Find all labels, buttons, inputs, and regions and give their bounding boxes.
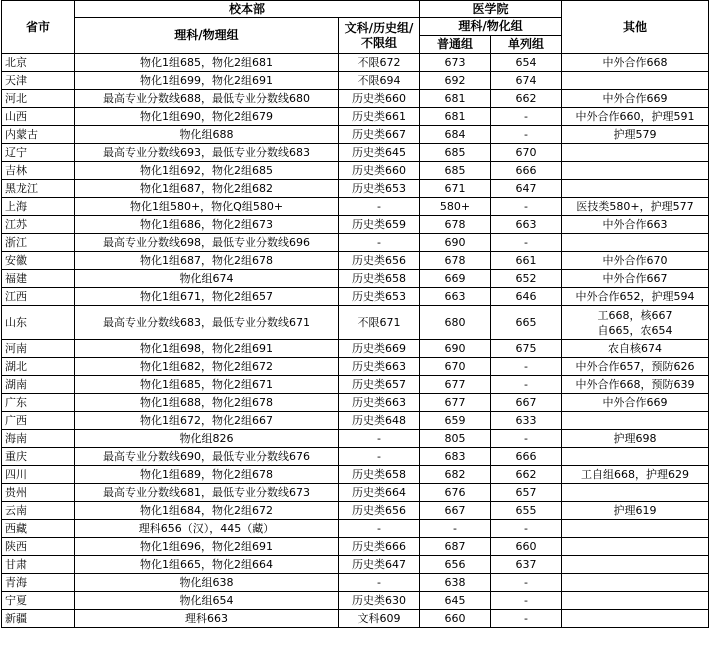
cell-med-regular: 678 — [420, 252, 491, 270]
cell-med-regular: 682 — [420, 466, 491, 484]
cell-other: 中外合作670 — [562, 252, 709, 270]
cell-science-physics: 物化1组685，物化2组681 — [75, 54, 339, 72]
cell-liberal-history: 历史类667 — [339, 126, 420, 144]
cell-science-physics: 物化1组580+，物化Q组580+ — [75, 198, 339, 216]
cell-science-physics: 最高专业分数线693，最低专业分数线683 — [75, 144, 339, 162]
cell-province: 山东 — [2, 306, 75, 340]
cell-med-separate: 663 — [491, 216, 562, 234]
cell-med-separate: - — [491, 520, 562, 538]
cell-province: 西藏 — [2, 520, 75, 538]
cell-med-separate: 662 — [491, 466, 562, 484]
cell-liberal-history: 历史类648 — [339, 412, 420, 430]
cell-science-physics: 物化组826 — [75, 430, 339, 448]
cell-province: 浙江 — [2, 234, 75, 252]
cell-province: 广东 — [2, 394, 75, 412]
cell-other: 中外合作668 — [562, 54, 709, 72]
cell-other: 护理579 — [562, 126, 709, 144]
cell-science-physics: 最高专业分数线681，最低专业分数线673 — [75, 484, 339, 502]
cell-other — [562, 144, 709, 162]
table-row — [2, 72, 709, 90]
cell-science-physics: 物化组688 — [75, 126, 339, 144]
cell-liberal-history: 不限694 — [339, 72, 420, 90]
cell-other: 中外合作669 — [562, 394, 709, 412]
cell-liberal-history: 不限671 — [339, 306, 420, 340]
cell-province: 广西 — [2, 412, 75, 430]
cell-med-regular: 684 — [420, 126, 491, 144]
cell-other: 护理698 — [562, 430, 709, 448]
cell-science-physics: 物化组654 — [75, 592, 339, 610]
table-row — [2, 180, 709, 198]
cell-other — [562, 556, 709, 574]
cell-other — [562, 520, 709, 538]
cell-liberal-history: 历史类630 — [339, 592, 420, 610]
cell-province: 上海 — [2, 198, 75, 216]
cell-science-physics: 物化1组684，物化2组672 — [75, 502, 339, 520]
header-science-physics: 理科/物理组 — [75, 18, 339, 54]
cell-other — [562, 162, 709, 180]
cell-science-physics: 物化1组689，物化2组678 — [75, 466, 339, 484]
cell-liberal-history: 历史类653 — [339, 288, 420, 306]
header-province: 省市 — [2, 1, 75, 54]
cell-med-separate: 665 — [491, 306, 562, 340]
table-row — [2, 108, 709, 126]
table-row — [2, 394, 709, 412]
cell-other — [562, 412, 709, 430]
cell-science-physics: 理科663 — [75, 610, 339, 628]
cell-province: 辽宁 — [2, 144, 75, 162]
cell-med-separate: - — [491, 574, 562, 592]
table-row — [2, 216, 709, 234]
cell-science-physics: 物化组674 — [75, 270, 339, 288]
cell-liberal-history: 历史类663 — [339, 394, 420, 412]
cell-other — [562, 180, 709, 198]
cell-province: 贵州 — [2, 484, 75, 502]
cell-liberal-history: - — [339, 430, 420, 448]
cell-med-separate: 674 — [491, 72, 562, 90]
table-row — [2, 126, 709, 144]
table-row — [2, 358, 709, 376]
cell-med-separate: 633 — [491, 412, 562, 430]
table-row — [2, 306, 709, 340]
cell-other — [562, 72, 709, 90]
cell-liberal-history: 历史类659 — [339, 216, 420, 234]
cell-liberal-history: 历史类657 — [339, 376, 420, 394]
cell-liberal-history: 历史类669 — [339, 340, 420, 358]
cell-province: 福建 — [2, 270, 75, 288]
cell-med-regular: 656 — [420, 556, 491, 574]
cell-other-line: 自665，农654 — [597, 323, 673, 337]
cell-other-line: 工668，核667 — [597, 308, 673, 322]
cell-med-regular: 663 — [420, 288, 491, 306]
cell-med-regular: 645 — [420, 592, 491, 610]
cell-med-regular: 669 — [420, 270, 491, 288]
cell-province: 江苏 — [2, 216, 75, 234]
cell-med-separate: 675 — [491, 340, 562, 358]
cell-other — [562, 574, 709, 592]
cell-province: 吉林 — [2, 162, 75, 180]
table-row — [2, 376, 709, 394]
cell-liberal-history: 历史类661 — [339, 108, 420, 126]
cell-other: 中外合作652，护理594 — [562, 288, 709, 306]
table-row — [2, 430, 709, 448]
cell-liberal-history: 历史类664 — [339, 484, 420, 502]
table-row — [2, 288, 709, 306]
cell-med-separate: 662 — [491, 90, 562, 108]
cell-liberal-history: 历史类656 — [339, 252, 420, 270]
cell-med-separate: - — [491, 108, 562, 126]
table-row — [2, 54, 709, 72]
cell-med-regular: 685 — [420, 162, 491, 180]
table-row — [2, 592, 709, 610]
cell-province: 云南 — [2, 502, 75, 520]
cell-other: 农自核674 — [562, 340, 709, 358]
cell-liberal-history: 历史类653 — [339, 180, 420, 198]
cell-science-physics: 最高专业分数线683，最低专业分数线671 — [75, 306, 339, 340]
table-row — [2, 574, 709, 592]
cell-science-physics: 物化1组690，物化2组679 — [75, 108, 339, 126]
header-medical-school: 医学院 — [420, 1, 562, 18]
cell-liberal-history: 历史类658 — [339, 466, 420, 484]
cell-liberal-history: 历史类663 — [339, 358, 420, 376]
cell-liberal-history: 历史类645 — [339, 144, 420, 162]
cell-other: 中外合作669 — [562, 90, 709, 108]
cell-med-regular: 681 — [420, 108, 491, 126]
cell-province: 湖北 — [2, 358, 75, 376]
cell-med-regular: 690 — [420, 234, 491, 252]
cell-liberal-history: 历史类656 — [339, 502, 420, 520]
cell-other: 中外合作668，预防639 — [562, 376, 709, 394]
cell-med-regular: 692 — [420, 72, 491, 90]
cell-med-regular: 805 — [420, 430, 491, 448]
cell-med-separate: - — [491, 376, 562, 394]
cell-province: 陕西 — [2, 538, 75, 556]
cell-med-separate: - — [491, 592, 562, 610]
admission-score-table — [1, 0, 709, 628]
table-row — [2, 270, 709, 288]
cell-province: 安徽 — [2, 252, 75, 270]
table-row — [2, 198, 709, 216]
table-row — [2, 234, 709, 252]
cell-liberal-history: - — [339, 234, 420, 252]
table-row — [2, 520, 709, 538]
cell-province: 河北 — [2, 90, 75, 108]
cell-med-separate: 655 — [491, 502, 562, 520]
cell-med-separate: 667 — [491, 394, 562, 412]
cell-province: 天津 — [2, 72, 75, 90]
cell-med-separate: 652 — [491, 270, 562, 288]
cell-province: 青海 — [2, 574, 75, 592]
cell-med-regular: 670 — [420, 358, 491, 376]
cell-med-separate: 670 — [491, 144, 562, 162]
cell-science-physics: 物化1组687，物化2组678 — [75, 252, 339, 270]
table-body — [2, 1, 709, 628]
cell-med-regular: 690 — [420, 340, 491, 358]
cell-other — [562, 592, 709, 610]
cell-other — [562, 306, 709, 340]
cell-province: 江西 — [2, 288, 75, 306]
cell-med-regular: 659 — [420, 412, 491, 430]
cell-science-physics: 物化1组696，物化2组691 — [75, 538, 339, 556]
cell-other: 中外合作660，护理591 — [562, 108, 709, 126]
cell-province: 湖南 — [2, 376, 75, 394]
table-row — [2, 90, 709, 108]
header-med-science-physics: 理科/物化组 — [420, 18, 562, 36]
cell-science-physics: 最高专业分数线688，最低专业分数线680 — [75, 90, 339, 108]
header-row-1 — [2, 1, 709, 18]
table-row — [2, 252, 709, 270]
cell-med-separate: - — [491, 234, 562, 252]
cell-other: 中外合作667 — [562, 270, 709, 288]
cell-science-physics: 物化1组687，物化2组682 — [75, 180, 339, 198]
table-row — [2, 484, 709, 502]
cell-science-physics: 物化1组688，物化2组678 — [75, 394, 339, 412]
cell-province: 北京 — [2, 54, 75, 72]
cell-other — [562, 448, 709, 466]
table-row — [2, 448, 709, 466]
cell-med-separate: - — [491, 610, 562, 628]
cell-med-separate: 654 — [491, 54, 562, 72]
header-regular-group: 普通组 — [420, 36, 491, 54]
cell-med-regular: 660 — [420, 610, 491, 628]
cell-liberal-history: - — [339, 448, 420, 466]
cell-med-regular: 687 — [420, 538, 491, 556]
header-main-campus: 校本部 — [75, 1, 420, 18]
cell-med-separate: 660 — [491, 538, 562, 556]
cell-med-regular: 685 — [420, 144, 491, 162]
cell-science-physics: 物化1组685，物化2组671 — [75, 376, 339, 394]
cell-province: 河南 — [2, 340, 75, 358]
cell-liberal-history: - — [339, 198, 420, 216]
cell-science-physics: 最高专业分数线690，最低专业分数线676 — [75, 448, 339, 466]
cell-province: 甘肃 — [2, 556, 75, 574]
table-row — [2, 412, 709, 430]
table-row — [2, 162, 709, 180]
cell-med-regular: 673 — [420, 54, 491, 72]
cell-med-separate: 657 — [491, 484, 562, 502]
cell-science-physics: 物化1组671，物化2组657 — [75, 288, 339, 306]
cell-liberal-history: - — [339, 520, 420, 538]
cell-med-separate: 666 — [491, 162, 562, 180]
cell-province: 山西 — [2, 108, 75, 126]
cell-other — [562, 234, 709, 252]
table-row — [2, 466, 709, 484]
cell-liberal-history: 历史类660 — [339, 162, 420, 180]
cell-med-separate: 647 — [491, 180, 562, 198]
cell-med-separate: - — [491, 430, 562, 448]
cell-other — [562, 610, 709, 628]
table-row — [2, 502, 709, 520]
cell-liberal-history: 历史类647 — [339, 556, 420, 574]
cell-other: 中外合作663 — [562, 216, 709, 234]
cell-other: 护理619 — [562, 502, 709, 520]
cell-science-physics: 物化1组672，物化2组667 — [75, 412, 339, 430]
cell-med-separate: - — [491, 126, 562, 144]
table-row — [2, 556, 709, 574]
table-row — [2, 144, 709, 162]
cell-med-regular: 580+ — [420, 198, 491, 216]
cell-science-physics: 最高专业分数线698，最低专业分数线696 — [75, 234, 339, 252]
cell-med-regular: 683 — [420, 448, 491, 466]
cell-med-separate: - — [491, 198, 562, 216]
header-liberal-history: 文科/历史组/不限组 — [339, 18, 420, 54]
cell-science-physics: 物化1组682，物化2组672 — [75, 358, 339, 376]
cell-province: 宁夏 — [2, 592, 75, 610]
cell-other — [562, 484, 709, 502]
cell-liberal-history: - — [339, 574, 420, 592]
cell-province: 海南 — [2, 430, 75, 448]
cell-med-regular: 667 — [420, 502, 491, 520]
header-separate-group: 单列组 — [491, 36, 562, 54]
cell-province: 黑龙江 — [2, 180, 75, 198]
cell-med-separate: - — [491, 358, 562, 376]
cell-science-physics: 物化1组699，物化2组691 — [75, 72, 339, 90]
cell-liberal-history: 不限672 — [339, 54, 420, 72]
cell-liberal-history: 历史类658 — [339, 270, 420, 288]
cell-science-physics: 物化组638 — [75, 574, 339, 592]
cell-science-physics: 物化1组665，物化2组664 — [75, 556, 339, 574]
cell-liberal-history: 历史类660 — [339, 90, 420, 108]
cell-med-regular: 681 — [420, 90, 491, 108]
cell-other: 工自组668，护理629 — [562, 466, 709, 484]
cell-science-physics: 物化1组692，物化2组685 — [75, 162, 339, 180]
cell-med-regular: - — [420, 520, 491, 538]
cell-science-physics: 理科656（汉），445（藏） — [75, 520, 339, 538]
cell-other: 医技类580+，护理577 — [562, 198, 709, 216]
cell-med-regular: 676 — [420, 484, 491, 502]
cell-liberal-history: 文科609 — [339, 610, 420, 628]
cell-province: 内蒙古 — [2, 126, 75, 144]
cell-med-regular: 678 — [420, 216, 491, 234]
cell-med-regular: 677 — [420, 394, 491, 412]
cell-province: 重庆 — [2, 448, 75, 466]
cell-science-physics: 物化1组686，物化2组673 — [75, 216, 339, 234]
cell-liberal-history: 历史类666 — [339, 538, 420, 556]
cell-med-regular: 680 — [420, 306, 491, 340]
cell-med-regular: 677 — [420, 376, 491, 394]
cell-med-separate: 637 — [491, 556, 562, 574]
cell-med-separate: 666 — [491, 448, 562, 466]
cell-science-physics: 物化1组698，物化2组691 — [75, 340, 339, 358]
cell-province: 新疆 — [2, 610, 75, 628]
table-row — [2, 340, 709, 358]
cell-med-separate: 646 — [491, 288, 562, 306]
cell-province: 四川 — [2, 466, 75, 484]
table-row — [2, 610, 709, 628]
cell-med-regular: 638 — [420, 574, 491, 592]
cell-other: 中外合作657，预防626 — [562, 358, 709, 376]
header-other: 其他 — [562, 1, 709, 54]
cell-other — [562, 538, 709, 556]
cell-med-regular: 671 — [420, 180, 491, 198]
cell-med-separate: 661 — [491, 252, 562, 270]
table-row — [2, 538, 709, 556]
